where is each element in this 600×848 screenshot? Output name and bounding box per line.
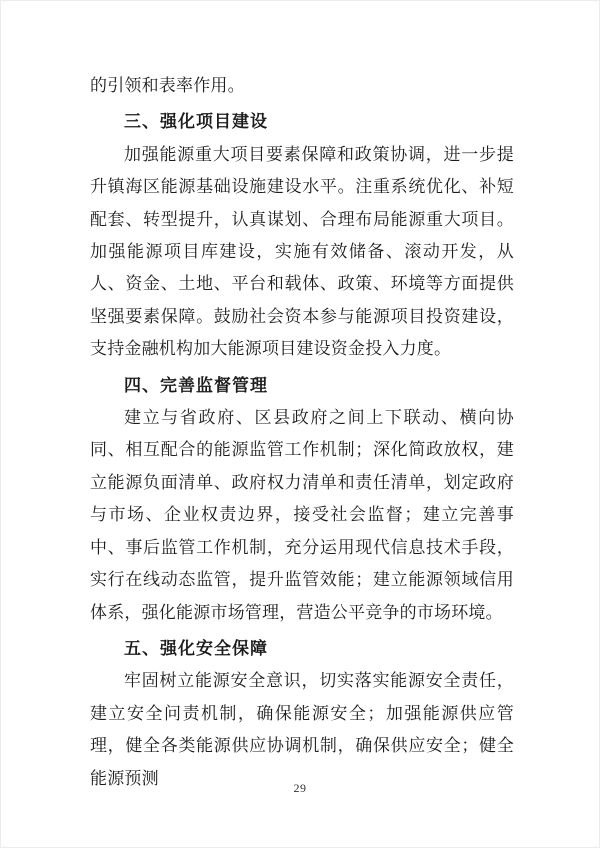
section-4-paragraph: 建立与省政府、区县政府之间上下联动、横向协同、相互配合的能源监管工作机制；深化简政放权，建立能源负面清单、政府权力清单和责任清单，划定政府与市场、企业权责边界，接受社会监督；建立完善事中、事后监管工作机制，充分运用现代信息技术手段，实行在线动态监管，提升监管效能；建立能源领域信用体系，强化能源市场管理，营造公平竞争的市场环境。: [90, 408, 514, 622]
paragraph-continuation: 的引领和表率作用。: [90, 76, 245, 95]
page-number: 29: [293, 781, 307, 795]
section-heading-5: 五、强化安全保障: [124, 638, 268, 658]
section-heading-4: 四、完善监督管理: [124, 375, 268, 395]
document-body: [90, 70, 514, 795]
section-heading-3: 三、强化项目建设: [124, 112, 268, 132]
section-3-paragraph: 加强能源重大项目要素保障和政策协调，进一步提升镇海区能源基础设施建设水平。注重系统优化、补短配套、转型提升，认真谋划、合理布局能源重大项目。加强能源项目库建设，实施有效储备、滚动开发，从人、资金、土地、平台和载体、政策、环境等方面提供坚强要素保障。鼓励社会资本参与能源项目投资建设，支持金融机构加大能源项目建设资金投入力度。: [90, 144, 514, 359]
section-5-paragraph: 牢固树立能源安全意识，切实落实能源安全责任，建立安全问责机制，确保能源安全；加强能源供应管理，健全各类能源供应协调机制，确保供应安全；健全能源预测: [90, 671, 514, 788]
